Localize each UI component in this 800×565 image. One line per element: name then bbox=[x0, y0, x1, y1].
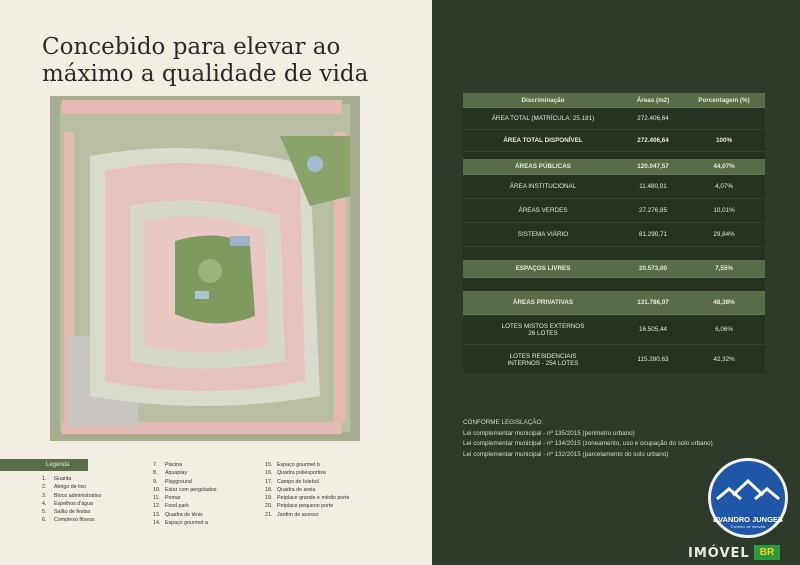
table-row: SISTEMA VIÁRIO 81.290,71 29,84% bbox=[463, 223, 765, 247]
legend-item: 10. Estar com pergolados bbox=[153, 486, 217, 493]
legend-item: 2. Abrigo de lixo bbox=[42, 484, 87, 491]
table-row: ÁREA INSTITUCIONAL 11.480,01 4,07% bbox=[463, 175, 765, 199]
legend-item: 21. Jardim de acesso bbox=[265, 511, 319, 518]
legislation-heading: CONFORME LEGISLAÇÃO: bbox=[463, 419, 544, 426]
legislation-line: Lei complementar municipal - nº 132/2015 (parcelamento do solo urbano) bbox=[463, 450, 669, 458]
legend-item: 19. Petplace grande e médio porte bbox=[265, 495, 350, 502]
table-spacer bbox=[463, 247, 765, 260]
legend-item: 11. Pomar bbox=[153, 495, 181, 502]
table-row: LOTES MISTOS EXTERNOS 26 LOTES 16.505,44 6,06% bbox=[463, 315, 765, 345]
legend-item: 14. Espaço gourmet a bbox=[153, 520, 208, 527]
table-spacer bbox=[463, 278, 765, 291]
legend-item: 15. Espaço gourmet b bbox=[265, 462, 320, 468]
area-table bbox=[463, 93, 765, 375]
logo-br-badge: BR bbox=[754, 545, 780, 560]
title-line-1: Concebido para elevar ao bbox=[42, 34, 341, 60]
legend-item: 4. Espelhos d'água bbox=[42, 500, 94, 507]
header-areas: Áreas (m2) bbox=[636, 96, 670, 104]
legend-item: 16. Quadra poliesportiva bbox=[265, 470, 326, 477]
table-spacer bbox=[463, 152, 765, 159]
legend-item: 1. Guarita bbox=[42, 476, 72, 482]
table-row: ESPAÇOS LIVRES 20.573,00 7,55% bbox=[463, 260, 765, 278]
logo-brand: IMÓVEL bbox=[688, 546, 750, 561]
legend-item: 17. Campo de futebol bbox=[265, 478, 319, 485]
page-title bbox=[42, 34, 422, 88]
legislation-notes bbox=[463, 418, 713, 460]
title-line-2: máximo a qualidade de vida bbox=[42, 61, 369, 87]
legend-item: 13. Quadra de tênis bbox=[153, 511, 203, 518]
logo-name: EVANDRO JUNGES bbox=[713, 515, 783, 524]
legend-item: 18. Quadra de areia bbox=[265, 486, 316, 493]
legend-item: 6. Complexo fitness bbox=[42, 517, 95, 524]
legend-item: 20. Petplace pequeno porte bbox=[265, 503, 334, 510]
legend-column-1 bbox=[42, 475, 101, 525]
table-header bbox=[463, 93, 765, 108]
legend-item: 9. Playground bbox=[153, 478, 192, 485]
houses-icon bbox=[711, 471, 785, 511]
legend-item: 12. Food park bbox=[153, 503, 189, 510]
legislation-line: Lei complementar municipal - nº 134/2015 (zoneamento, uso e ocupação do solo urbano) bbox=[463, 440, 713, 447]
legislation-line: Lei complementar municipal - nº 135/2015 (perimetro urbano) bbox=[463, 429, 635, 437]
header-porcentagem: Porcentagem (%) bbox=[698, 96, 750, 104]
legend-item: 5. Salão de festas bbox=[42, 509, 91, 516]
table-row: LOTES RESIDENCIAIS INTERNOS - 254 LOTES 115.280,63 42,32% bbox=[463, 345, 765, 375]
broker-logo bbox=[676, 458, 800, 565]
header-discriminacao: Discriminação bbox=[521, 96, 565, 104]
legend-heading: Legenda bbox=[0, 459, 88, 471]
site-plan-map bbox=[50, 96, 360, 441]
table-row: ÁREAS PÚBLICAS 120.047,57 44,07% bbox=[463, 159, 765, 175]
legend-column-2 bbox=[153, 461, 217, 527]
legend-item: 8. Aquaplay bbox=[153, 470, 188, 477]
table-row: ÁREA TOTAL (MATRÍCULA: 25.181) 272.406,64 bbox=[463, 108, 765, 130]
table-row: ÁREAS VERDES 27.276,85 10,01% bbox=[463, 199, 765, 223]
table-row: ÁREAS PRIVATIVAS 131.786,07 48,38% bbox=[463, 291, 765, 315]
legend-item: 3. Bloco administrativo bbox=[42, 492, 102, 499]
table-row: ÁREA TOTAL DISPONÍVEL 272.406,64 100% bbox=[463, 130, 765, 152]
legend-column-3 bbox=[265, 461, 349, 519]
legend-item: 7. Piscina bbox=[153, 462, 183, 468]
logo-subtitle: Corretor de Imóveis bbox=[730, 524, 766, 529]
